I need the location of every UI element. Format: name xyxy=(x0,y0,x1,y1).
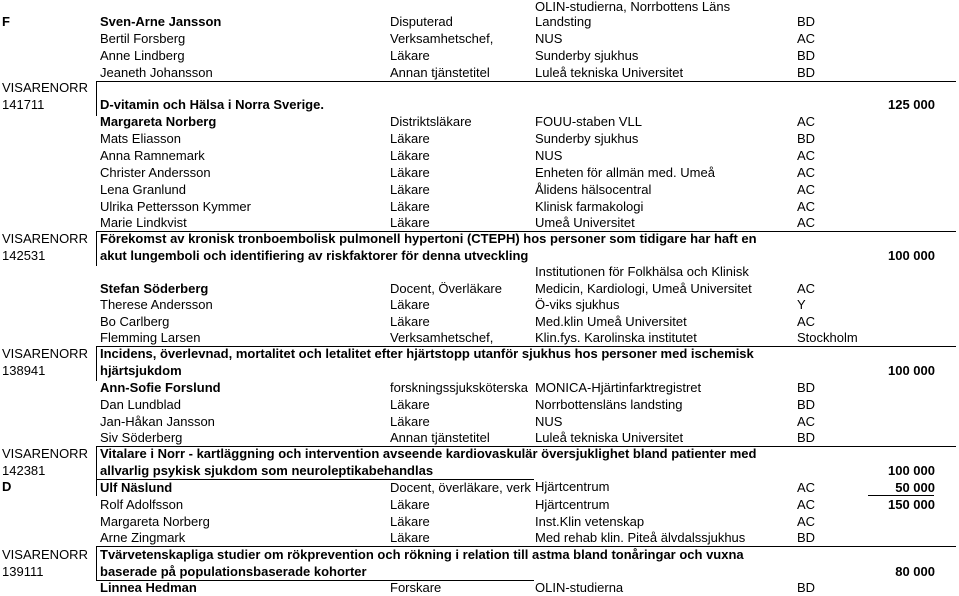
code-cell: BD xyxy=(797,580,816,595)
org-cell: NUS xyxy=(535,148,563,163)
title-cell: Läkare xyxy=(390,514,430,529)
grant-amount: 100 000 xyxy=(888,248,935,263)
grant-amount: 100 000 xyxy=(888,363,935,378)
org-cell: Enheten för allmän med. Umeå xyxy=(535,165,715,180)
code-cell: BD xyxy=(797,430,816,445)
person-name: Ulf Näslund xyxy=(100,480,173,495)
title-cell: Läkare xyxy=(390,497,430,512)
code-cell: AC xyxy=(797,314,816,329)
project-title: Vitalare i Norr - kartläggning och intervention avseende kardiovaskulär översjuklighet bland patienter med xyxy=(100,446,757,461)
project-id-suffix: D xyxy=(2,479,12,494)
org-cell: Med rehab klin. Piteå älvdalssjukhus xyxy=(535,530,746,545)
project-title: baserade på populationsbaserade kohorter xyxy=(100,564,367,579)
title-cell: Disputerad xyxy=(390,14,453,29)
project-title: allvarlig psykisk sjukdom som neuroleptikabehandlas xyxy=(100,463,434,478)
divider xyxy=(96,231,97,266)
org-cell: Klin.fys. Karolinska institutet xyxy=(535,330,697,345)
row-marker: F xyxy=(2,14,10,29)
org-cell: Landsting xyxy=(535,14,592,29)
code-cell: AC xyxy=(797,480,816,495)
code-cell: AC xyxy=(797,281,816,296)
code-cell: AC xyxy=(797,31,816,46)
project-id-number: 141711 xyxy=(2,97,45,112)
grant-amount: 80 000 xyxy=(895,564,935,579)
title-cell: Verksamhetschef, xyxy=(390,330,494,345)
code-cell: AC xyxy=(797,165,816,180)
code-cell: BD xyxy=(797,48,816,63)
divider xyxy=(96,81,956,82)
project-id-number: 142531 xyxy=(2,248,46,263)
title-cell: Läkare xyxy=(390,297,430,312)
title-cell: Docent, Överläkare xyxy=(390,281,502,296)
code-cell: AC xyxy=(797,114,816,129)
org-cell: FOUU-staben VLL xyxy=(535,114,642,129)
org-cell: Sunderby sjukhus xyxy=(535,48,639,63)
org-cell: OLIN-studierna, Norrbottens Läns xyxy=(535,0,731,14)
person-name: Mats Eliasson xyxy=(100,131,181,146)
title-cell: Läkare xyxy=(390,165,430,180)
person-name: Sven-Arne Jansson xyxy=(100,14,222,29)
title-cell: Annan tjänstetitel xyxy=(390,430,490,445)
code-cell: AC xyxy=(797,215,816,230)
person-name: Ann-Sofie Forslund xyxy=(100,380,221,395)
code-cell: Stockholm xyxy=(797,330,858,345)
person-name: Ulrika Pettersson Kymmer xyxy=(100,199,251,214)
project-title: hjärtsjukdom xyxy=(100,363,182,378)
title-cell: Läkare xyxy=(390,48,430,63)
org-cell: OLIN-studierna xyxy=(535,580,624,595)
title-cell: Läkare xyxy=(390,414,430,429)
org-cell: Med.klin Umeå Universitet xyxy=(535,314,687,329)
code-cell: BD xyxy=(797,14,816,29)
divider xyxy=(96,446,97,496)
project-id-number: 138941 xyxy=(2,363,46,378)
person-name: Anna Ramnemark xyxy=(100,148,205,163)
project-title: akut lungemboli och identifiering av riskfaktorer för denna utveckling xyxy=(100,248,529,263)
code-cell: AC xyxy=(797,414,816,429)
title-cell: Läkare xyxy=(390,131,430,146)
person-name: Christer Andersson xyxy=(100,165,211,180)
code-cell: Y xyxy=(797,297,806,312)
title-cell: Läkare xyxy=(390,215,430,230)
project-id-number: 142381 xyxy=(2,463,46,478)
person-name: Therese Andersson xyxy=(100,297,213,312)
code-cell: AC xyxy=(797,497,816,512)
title-cell: Docent, överläkare, verk xyxy=(390,480,531,495)
org-cell: NUS xyxy=(535,31,563,46)
title-cell: Distriktsläkare xyxy=(390,114,472,129)
divider xyxy=(96,546,97,581)
person-name: Margareta Norberg xyxy=(100,114,217,129)
project-title: D-vitamin och Hälsa i Norra Sverige. xyxy=(100,97,324,112)
org-cell: Hjärtcentrum xyxy=(535,479,610,494)
title-cell: Läkare xyxy=(390,397,430,412)
code-cell: AC xyxy=(797,514,816,529)
code-cell: BD xyxy=(797,397,816,412)
org-cell: Klinisk farmakologi xyxy=(535,199,644,214)
divider xyxy=(868,495,934,496)
org-cell: Inst.Klin vetenskap xyxy=(535,514,645,529)
person-name: Bo Carlberg xyxy=(100,314,170,329)
person-name: Anne Lindberg xyxy=(100,48,185,63)
project-id-label: VISARENORR xyxy=(2,231,88,246)
title-cell: Läkare xyxy=(390,530,430,545)
org-cell: Medicin, Kardiologi, Umeå Universitet xyxy=(535,281,752,296)
person-name: Rolf Adolfsson xyxy=(100,497,184,512)
project-id-label: VISARENORR xyxy=(2,446,88,461)
person-name: Arne Zingmark xyxy=(100,530,186,545)
person-name: Dan Lundblad xyxy=(100,397,181,412)
project-title: Förekomst av kronisk tronboembolisk pulmonell hypertoni (CTEPH) hos personer som tidigare har haft en xyxy=(100,231,757,246)
org-cell: Hjärtcentrum xyxy=(535,497,610,512)
person-name: Siv Söderberg xyxy=(100,430,183,445)
code-cell: BD xyxy=(797,65,816,80)
org-cell: Norrbottensläns landsting xyxy=(535,397,683,412)
code-cell: BD xyxy=(797,530,816,545)
title-cell: Läkare xyxy=(390,199,430,214)
code-cell: AC xyxy=(797,148,816,163)
person-name: Lena Granlund xyxy=(100,182,187,197)
code-cell: AC xyxy=(797,182,816,197)
code-cell: BD xyxy=(797,380,816,395)
code-cell: BD xyxy=(797,131,816,146)
project-id-label: VISARENORR xyxy=(2,547,88,562)
project-id-label: VISARENORR xyxy=(2,346,88,361)
title-cell: Läkare xyxy=(390,148,430,163)
title-cell: Läkare xyxy=(390,314,430,329)
person-name: Linnea Hedman xyxy=(100,580,197,595)
org-cell: Institutionen för Folkhälsa och Klinisk xyxy=(535,264,749,279)
title-cell: Läkare xyxy=(390,182,430,197)
person-name: Bertil Forsberg xyxy=(100,31,186,46)
person-name: Jeaneth Johansson xyxy=(100,65,213,80)
grant-amount: 100 000 xyxy=(888,463,935,478)
row-amount: 150 000 xyxy=(888,497,935,512)
org-cell: Umeå Universitet xyxy=(535,215,635,230)
grant-amount: 125 000 xyxy=(888,97,935,112)
project-title: Tvärvetenskapliga studier om rökprevention och rökning i relation till astma bland tonåringar och vuxna xyxy=(100,547,744,562)
person-name: Flemming Larsen xyxy=(100,330,201,345)
person-name: Jan-Håkan Jansson xyxy=(100,414,215,429)
org-cell: Ålidens hälsocentral xyxy=(535,182,652,197)
code-cell: AC xyxy=(797,199,816,214)
divider xyxy=(96,346,97,381)
title-cell: Verksamhetschef, xyxy=(390,31,494,46)
project-id-label: VISARENORR xyxy=(2,80,88,95)
org-cell: Luleå tekniska Universitet xyxy=(535,430,684,445)
person-name: Stefan Söderberg xyxy=(100,281,209,296)
org-cell: Luleå tekniska Universitet xyxy=(535,65,684,80)
org-cell: MONICA-Hjärtinfarktregistret xyxy=(535,380,702,395)
org-cell: Sunderby sjukhus xyxy=(535,131,639,146)
person-name: Marie Lindkvist xyxy=(100,215,187,230)
divider xyxy=(96,81,97,116)
title-cell: Annan tjänstetitel xyxy=(390,65,490,80)
person-name: Margareta Norberg xyxy=(100,514,210,529)
row-amount: 50 000 xyxy=(895,480,935,495)
project-title: Incidens, överlevnad, mortalitet och letalitet efter hjärtstopp utanför sjukhus hos personer med ischemisk xyxy=(100,346,754,361)
project-id-number: 139111 xyxy=(2,564,44,579)
org-cell: NUS xyxy=(535,414,563,429)
title-cell: Forskare xyxy=(390,580,442,595)
org-cell: Ö-viks sjukhus xyxy=(535,297,620,312)
title-cell: forskningssjuksköterska xyxy=(390,380,528,395)
